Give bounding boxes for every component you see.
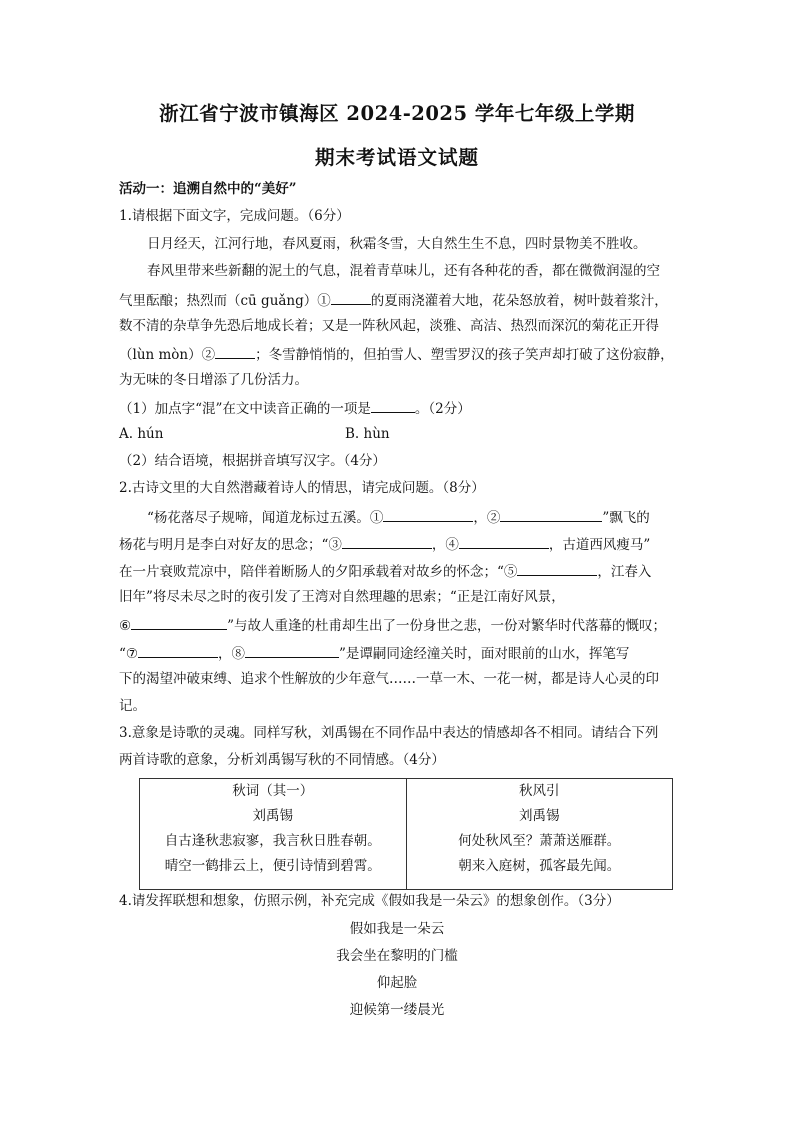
answer-blank[interactable]: [331, 290, 371, 305]
answer-blank[interactable]: [215, 344, 255, 359]
answer-blank[interactable]: [459, 534, 549, 549]
q4-poem-line: 迎候第一缕晨光: [349, 1002, 445, 1018]
q4-poem-line: 假如我是一朵云: [349, 921, 445, 937]
q2-text: ，④: [431, 537, 459, 553]
q2-line: [119, 615, 675, 635]
poem-author: 刘禹锡: [519, 808, 560, 824]
q2-text: ⑥: [119, 618, 132, 634]
answer-blank[interactable]: [517, 561, 597, 576]
answer-blank[interactable]: [131, 615, 227, 630]
q3-prompt: 3.意象是诗歌的灵魂。同样写秋，刘禹锡在不同作品中表达的情感却各不相同。请结合下列: [119, 725, 659, 741]
q2-text: ”与故人重逢的杜甫却生出了一份身世之悲，一份对繁华时代落幕的慨叹；: [227, 618, 667, 634]
q2-line: [119, 561, 675, 581]
poem-title: 秋风引: [519, 783, 560, 799]
q1-sub1: [119, 398, 675, 418]
q2-text: “杨花落尽子规啼，闻道龙标过五溪。①: [147, 510, 384, 526]
q2-text: ，②: [473, 510, 501, 526]
q2-text: 在一片衰败荒凉中，陪伴着断肠人的夕阳承载着对故乡的怀念；“⑤: [119, 564, 518, 580]
q2-prompt: 2.古诗文里的大自然潜藏着诗人的情思，请完成问题。（8分）: [119, 480, 485, 496]
q2-line: 旧年”将尽未尽之时的夜引发了王湾对自然理趣的思索；“正是江南好风景，: [119, 589, 565, 605]
q1-passage-line: 春风里带来些新翻的泥土的气息，混着青草味儿，还有各种花的香，都在微微润湿的空: [147, 263, 660, 279]
q1-passage-text: ；冬雪静悄悄的，但拍雪人、塑雪罗汉的孩子笑声却打破了这份寂静，: [255, 347, 674, 363]
q1-passage-line: 为无味的冬日增添了几份活力。: [119, 372, 308, 388]
q4-poem-line: 仰起脸: [376, 975, 418, 991]
q1-passage-line: [119, 290, 675, 310]
q1-sub1-text: （1）加点字“混”在文中读音正确的一项是: [119, 401, 371, 417]
q2-text: ”飘飞的: [602, 510, 650, 526]
q1-passage-line: 数不清的杂草争先恐后地成长着；又是一阵秋风起，淡雅、高洁、热烈而深沉的菊花正开得: [119, 318, 659, 334]
answer-blank[interactable]: [245, 643, 339, 658]
answer-blank[interactable]: [342, 534, 432, 549]
poem-line: 朝来入庭树，孤客最先闻。: [458, 858, 621, 874]
q1-passage-text: （lùn mòn）②: [119, 347, 216, 363]
q2-line: [119, 643, 675, 663]
q1-passage-text: 的夏雨浇灌着大地，花朵怒放着，树叶鼓着浆汁，: [370, 293, 668, 309]
q1-sub1-score: 。（2分）: [414, 401, 471, 417]
q2-line: [119, 534, 675, 554]
q2-line: 下的渴望冲破束缚、追求个性解放的少年意气……一草一木、一花一树，都是诗人心灵的印: [119, 671, 659, 687]
answer-blank[interactable]: [383, 507, 473, 522]
poem-line: 何处秋风至？萧萧送雁群。: [458, 833, 621, 849]
q2-text: ，古道西风瘦马”: [548, 537, 651, 553]
q1-passage-line: [119, 344, 675, 364]
q1-option-a[interactable]: A. hún: [119, 426, 164, 442]
q3-prompt: 两首诗歌的意象，分析刘禹锡写秋的不同情感。（4分）: [119, 752, 445, 768]
q2-text: ，⑧: [218, 646, 246, 662]
q2-text: 杨花与明月是李白对好友的思念；“③: [119, 537, 342, 553]
q1-passage-text: 气里酝酿；热烈而（cū guǎng）①: [119, 293, 331, 309]
poem-comparison-table: [139, 778, 673, 890]
q2-line: 记。: [119, 698, 146, 714]
q1-sub2: （2）结合语境，根据拼音填写汉字。（4分）: [119, 453, 386, 469]
exam-title-line2: 期末考试语文试题: [314, 146, 479, 169]
exam-title-line1: 浙江省宁波市镇海区 2024-2025 学年七年级上学期: [159, 102, 635, 125]
q4-poem-line: 我会坐在黎明的门槛: [336, 948, 458, 964]
q1-prompt: 1.请根据下面文字，完成问题。（6分）: [119, 208, 350, 224]
q4-prompt: 4.请发挥联想和想象，仿照示例，补充完成《假如我是一朵云》的想象创作。（3分）: [119, 893, 620, 909]
answer-blank[interactable]: [500, 507, 602, 522]
poem-cell-qiuci: [140, 779, 406, 889]
q1-option-b[interactable]: B. hùn: [345, 426, 390, 442]
q2-text: “⑦: [119, 646, 139, 662]
answer-blank[interactable]: [138, 643, 218, 658]
q2-text: ，江春入: [597, 564, 652, 580]
q2-text: ”是谭嗣同途经潼关时，面对眼前的山水，挥笔写: [339, 646, 630, 662]
activity-heading: 活动一：追溯自然中的“美好”: [119, 181, 297, 197]
q2-line: [147, 507, 675, 527]
poem-cell-qiufengyin: [406, 779, 673, 889]
answer-blank[interactable]: [371, 398, 415, 413]
poem-author: 刘禹锡: [252, 808, 293, 824]
q1-passage-line: 日月经天，江河行地，春风夏雨，秋霜冬雪，大自然生生不息，四时景物美不胜收。: [147, 236, 647, 252]
poem-title: 秋词（其一）: [232, 783, 314, 799]
poem-line: 自古逢秋悲寂寥，我言秋日胜春朝。: [164, 833, 381, 849]
poem-line: 晴空一鹤排云上，便引诗情到碧霄。: [164, 858, 381, 874]
